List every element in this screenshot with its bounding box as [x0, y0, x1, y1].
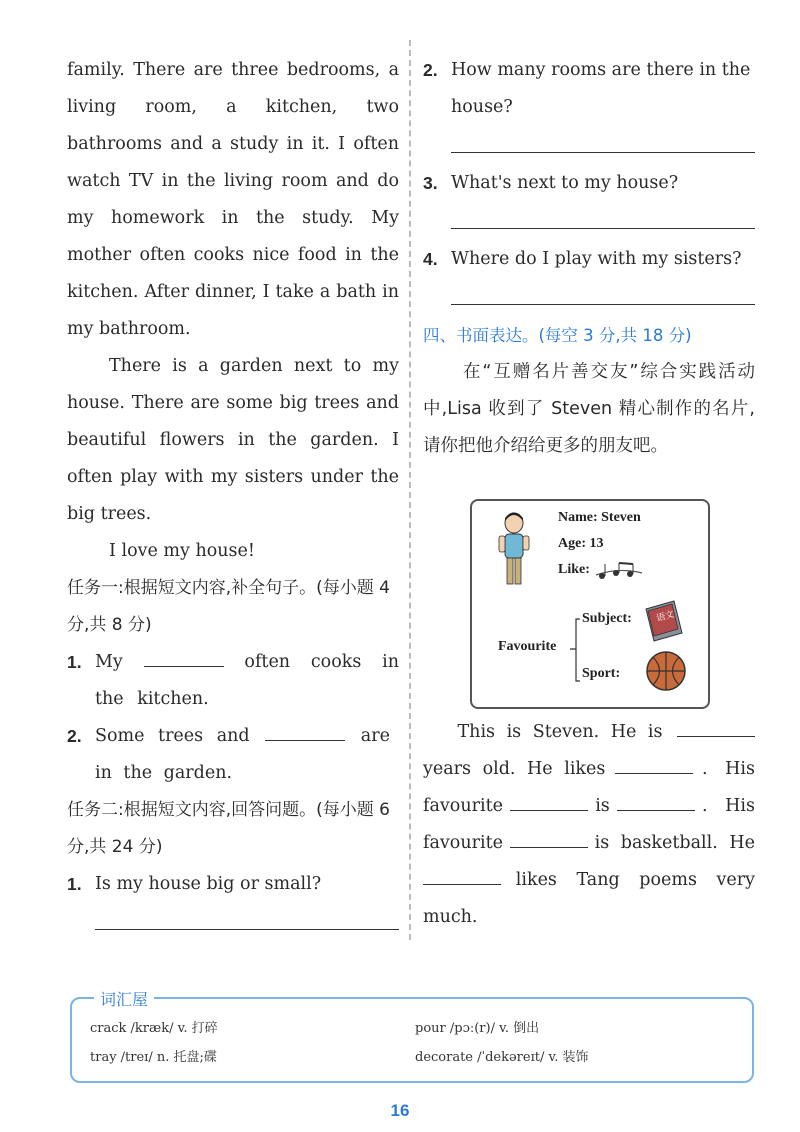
- card-name: Name: Steven: [558, 510, 641, 525]
- passage-paragraph-1: family. There are three bedrooms, a living room, a kitchen, two bathrooms and a study in it. I often watch TV in the living room and do my homework in the study. My mother often cooks nice food in the kitchen. After dinner, I take a bath in my bathroom.: [67, 60, 399, 339]
- answer-blank[interactable]: [677, 720, 755, 737]
- question-text: often cooks in the kitchen.: [95, 652, 399, 709]
- task2-question-4: [423, 241, 755, 278]
- name-card: [470, 499, 710, 709]
- question-number: 4.: [423, 249, 438, 269]
- writing-line-3: [423, 788, 755, 825]
- vocab-entry: tray /treɪ/ n. 托盘;碟: [90, 1050, 217, 1065]
- passage-paragraph-2: There is a garden next to my house. There are some big trees and beautiful flowers in the garden. I often play with my sisters under the big trees.: [67, 356, 399, 524]
- left-column: [67, 52, 399, 942]
- writing-line-6: [423, 899, 755, 936]
- writing-text: This is Steven. He is: [457, 722, 663, 742]
- passage-paragraph-3: I love my house!: [109, 541, 255, 561]
- writing-text: . His: [701, 796, 755, 816]
- task2-question-2: [423, 52, 755, 126]
- question-text: are in the garden.: [95, 726, 390, 783]
- vocab-entry: crack /kræk/ v. 打碎: [90, 1021, 218, 1036]
- task1-title: 任务一:根据短文内容,补全句子。(每小题 4 分,共 8 分): [67, 578, 390, 635]
- writing-text: . His: [702, 759, 755, 779]
- writing-text: likes Tang poems very: [515, 870, 755, 890]
- task2-title: 任务二:根据短文内容,回答问题。(每小题 6 分,共 24 分): [67, 800, 390, 857]
- question-number: 1.: [67, 652, 82, 672]
- answer-line[interactable]: [451, 202, 755, 229]
- column-divider: [409, 40, 411, 940]
- question-text: Some trees and: [95, 726, 250, 746]
- task2-question-3: [423, 165, 755, 202]
- card-favourite: Favourite: [498, 639, 557, 654]
- card-sport: Sport:: [582, 666, 621, 681]
- section-4-title: 四、书面表达。(每空 3 分,共 18 分): [423, 326, 692, 345]
- task2-question-1: [67, 866, 399, 903]
- writing-task: [423, 714, 755, 936]
- card-like: Like:: [558, 562, 590, 577]
- book-label: 语文: [655, 609, 676, 625]
- writing-text: much.: [423, 907, 478, 927]
- answer-line[interactable]: [451, 126, 755, 153]
- card-subject: Subject:: [582, 611, 632, 626]
- answer-line[interactable]: [95, 903, 399, 930]
- writing-text: is basketball. He: [594, 833, 755, 853]
- question-text: What's next to my house?: [451, 173, 679, 193]
- question-text: How many rooms are there in the house?: [451, 60, 751, 117]
- vocab-title: 词汇屋: [94, 987, 154, 1010]
- question-number: 3.: [423, 173, 438, 193]
- writing-text: years old. He likes: [423, 759, 606, 779]
- vocab-entry: decorate /ˈdekəreɪt/ v. 装饰: [415, 1050, 589, 1065]
- question-number: 1.: [67, 874, 82, 894]
- page-number: 16: [390, 1101, 410, 1120]
- answer-blank[interactable]: [144, 650, 224, 667]
- right-column: [423, 52, 755, 465]
- question-number: 2.: [67, 726, 82, 746]
- task1-question-1: [67, 644, 399, 718]
- writing-line-5: [423, 862, 755, 899]
- question-number: 2.: [423, 60, 438, 80]
- writing-line-4: [423, 825, 755, 862]
- music-notes-icon: [594, 561, 644, 581]
- writing-text: is: [595, 796, 610, 816]
- writing-text: favourite: [423, 796, 503, 816]
- basketball-icon: [644, 649, 688, 693]
- writing-line-2: [423, 751, 755, 788]
- boy-figure-icon: [494, 509, 534, 589]
- task1-question-2: [67, 718, 399, 792]
- answer-blank[interactable]: [265, 724, 345, 741]
- question-text: Is my house big or small?: [95, 874, 322, 894]
- answer-blank[interactable]: [617, 794, 695, 811]
- answer-line[interactable]: [451, 278, 755, 305]
- answer-blank[interactable]: [423, 868, 501, 885]
- answer-blank[interactable]: [510, 794, 588, 811]
- question-text: My: [95, 652, 123, 672]
- writing-text: favourite: [423, 833, 503, 853]
- question-text: Where do I play with my sisters?: [451, 249, 742, 269]
- section-4-intro: 在“互赠名片善交友”综合实践活动中,Lisa 收到了 Steven 精心制作的名片,请你把他介绍给更多的朋友吧。: [423, 362, 755, 456]
- writing-line-1: [423, 714, 755, 751]
- answer-blank[interactable]: [510, 831, 588, 848]
- answer-blank[interactable]: [615, 757, 693, 774]
- vocab-box: [70, 997, 754, 1083]
- vocab-entry: pour /pɔː(r)/ v. 倒出: [415, 1021, 540, 1036]
- card-age: Age: 13: [558, 536, 604, 551]
